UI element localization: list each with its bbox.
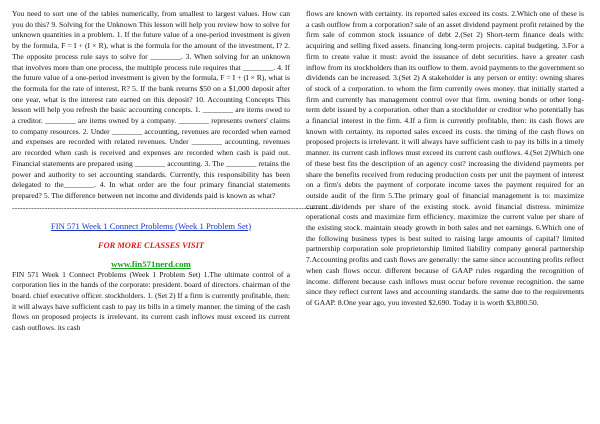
product-link[interactable]: FIN 571 Week 1 Connect Problems (Week 1 Problem Set): [50, 220, 252, 231]
intro-paragraph: You need to sort one of the tables numerically, from smallest to largest values. How can you do this? 9. Solving for the Unknown This lesson will help you review how to solve for unknown quantities in a problem. 1. If the future value of a one-period investment is given by the formula, F = I + (I × R), what is the formula for the amount of the investment, I? 2. The opposite process rule says to solve for ________. 3. When solving for an unknown that involves more than one process, the multiple process rule requires that ________. 4. If the future value of a one-period investment is given by the formula, F = I + (I × R), what is the formula for the rate of interest, R? 5. If the bank returns $50 on a $1,000 deposit after one year, what is the interest rate earned on this deposit? 10. Accounting Concepts This lesson will help you refresh the basic accounting concepts. 1. ________ are items owed to a creditor. ________ are items owned by a company. ________ represents owners' claims to company resources. 2. Under ________ accounting, revenues are recorded when earned and expenses are recorded with related revenues. Under ________ accounting, revenues are recorded when cash is received and expenses are recorded when cash is paid out. Financial statements are prepared using ________ accounting. 3. The ________ retains the power and authority to set accounting standards. Currently, this responsibility has been delegated to the________. 4. In what order are the four primary financial statements prepared? 5. The difference between net income and dividends paid is known as what?: [12, 9, 290, 200]
left-column: [12, 9, 340, 424]
promo-text: FOR MORE CLASSES VISIT: [98, 240, 204, 250]
site-link[interactable]: www.fin571nerd.com: [111, 258, 191, 269]
section-divider: ------------------------------------------------------------------------------------------------------------------------: [12, 202, 340, 212]
problem-set-paragraph: FIN 571 Week 1 Connect Problems (Week 1 Problem Set) 1.The ultimate control of a corporation lies in the hands of the corporate: president. board of directors. chairman of the board. chief executive officer. stockholders. 1. (Set 2) If a firm is currently profitable, then: it will always have sufficient cash to pay its bills in a timely manner. the timing of the cash flows on proposed projects is irrelevant. its current cash inflows must exceed its current cash outflows. its cash: [12, 269, 290, 333]
problem-set-continued: flows are known with certainty. its reported sales exceed its costs. 2.Which one of these is a cash outflow from a corporation? sale of an asset dividend payment profit retained by the firm sale of common stock issuance of debt 2.(Set 2) Short-term finance deals with: acquiring and selling fixed assets. financing long-term projects. capital budgeting. 3.For a firm to create value it must: avoid the issuance of debt securities. have a greater cash inflow from its stockholders than its outflow to them. avoid payments to the government so dividends can be increased. 3.(Set 2) A stakeholder is any person or entity: owning shares of stock of a corporation. to whom the firm currently owes money. that initially started a firm and currently has management control over that firm. owning bonds or other long-term debt issued by a corporation. other than a stockholder or creditor who potentially has a financial interest in the firm. 4.If a firm is currently profitable, then: its cash flows are known with certainty. its reported sales exceed its costs. the timing of the cash flows on proposed projects is irrelevant. it will always have sufficient cash to pay its bills in a timely manner. its current cash inflows must exceed its current cash outflows. 4.(Set 2)Which one of these best fits the description of an agency cost? increasing the dividend payments per share the benefits received from reducing production costs per unit the payment of interest on a firm's debts the payment of corporate income taxes the payment required for an outside audit of the firm 5.The primary goal of financial management is to: maximize current dividends per share of the existing stock. avoid financial distress. minimize operational costs and maximize firm efficiency. maximize the current value per share of the existing stock. maintain steady growth in both sales and net earnings. 6.Which one of the following business types is best suited to raising large amounts of capital? limited partnership corporation sole proprietorship limited liability company general partnership 7.Accounting profits and cash flows are generally: the same since accounting profits reflect when cash flows occur. different because of GAAP rules regarding the recognition of income. different because cash inflows must occur before revenue recognition. the same since they reflect current laws and accounting standards. the same due to the requirements of GAAP. 8.One year ago, you invested $2,690. Today it is worth $3,800.50.: [306, 9, 584, 307]
right-column: [306, 9, 584, 424]
